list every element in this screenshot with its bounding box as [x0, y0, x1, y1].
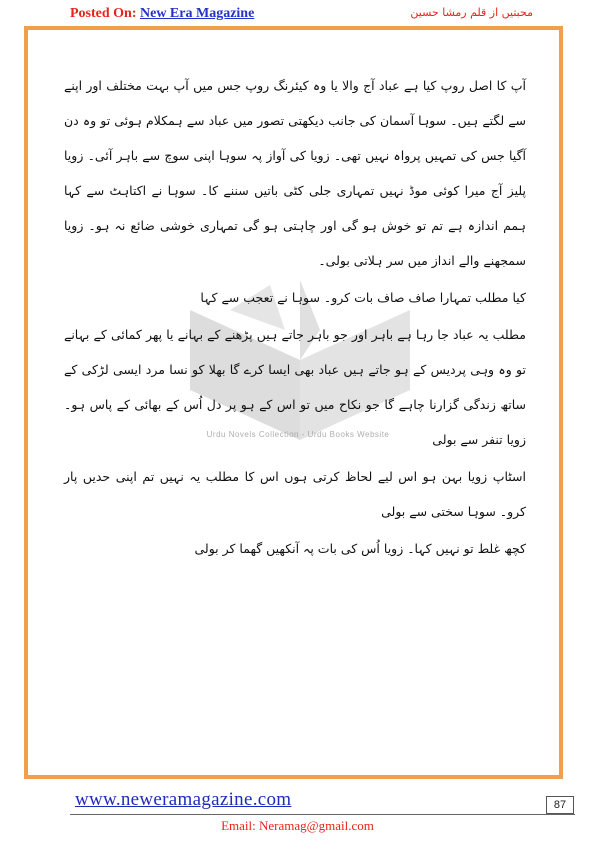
magazine-link[interactable]: New Era Magazine — [140, 6, 255, 21]
footer-divider — [70, 814, 575, 815]
footer-email: Email: Neramag@gmail.com — [221, 818, 374, 833]
paragraph-4: اسٹاپ زویا بہن ہو اس لیے لحاظ کرتی ہوں اس کا مطلب یہ نہیں تم اپنی حدیں پار کرو۔ سوہا سختی سے بولی — [64, 469, 526, 519]
website-link[interactable]: www.neweramagazine.com — [75, 789, 292, 810]
paragraph-2: کیا مطلب تمہارا صاف صاف بات کرو۔ سوہا نے تعجب سے کہا — [200, 290, 526, 305]
paragraph-1: آپ کا اصل روپ کیا ہے عباد آج والا یا وہ کیئرنگ روپ جس میں آپ بہت مختلف اور اپنے سے لگتے ہیں۔ سوہا آسمان کی جانب دیکھتی تصور میں عباد سے ہمکلام ہوئی تو وہ دن آگیا جس کی تمہیں پرواہ نہیں تھی۔ زویا کی آواز پہ سوہا اپنی سوچ سے باہر آئی۔ زویا پلیز آج میرا کوئی موڈ نہیں تمہاری جلی کٹی باتیں سننے کا۔ سوہا نے اکتاہٹ سے کہا ہمم اندازہ ہے تم تو خوش ہو گی اور چاہتی ہو گی تمہاری خوشی ضائع نہ ہو۔ زویا سمجھنے والے انداز میں سر ہلاتی بولی۔ — [64, 78, 526, 268]
page-number-box: 87 — [546, 796, 574, 814]
posted-on-line — [70, 6, 254, 22]
posted-on-label: Posted On: — [70, 6, 137, 21]
author-credit: محبتیں از قلم رمشا حسین — [410, 6, 533, 19]
paragraph-3: مطلب یہ عباد جا رہا ہے باہر اور جو باہر جاتے ہیں پڑھنے کے بہانے یا پھر کمائی کے بہانے تو وہ وہی پردیس کے ہو جاتے ہیں عباد بھی ایسا کرے گا بھلا کو نسا مرد ایسی لڑکی کے ساتھ زندگی گزارنا چاہے گا جو نکاح میں تو اس کے ہو پر دل اُس کے بھائی کے پاس ہو۔ زویا تنفر سے بولی — [64, 327, 526, 447]
footer-website — [75, 789, 291, 811]
paragraph-5: کچھ غلط تو نہیں کہا۔ زویا اُس کی بات پہ آنکھیں گھما کر بولی — [194, 541, 526, 556]
story-body — [64, 68, 526, 566]
watermark-text: Urdu Novels Collection - Urdu Books Website — [206, 430, 390, 439]
